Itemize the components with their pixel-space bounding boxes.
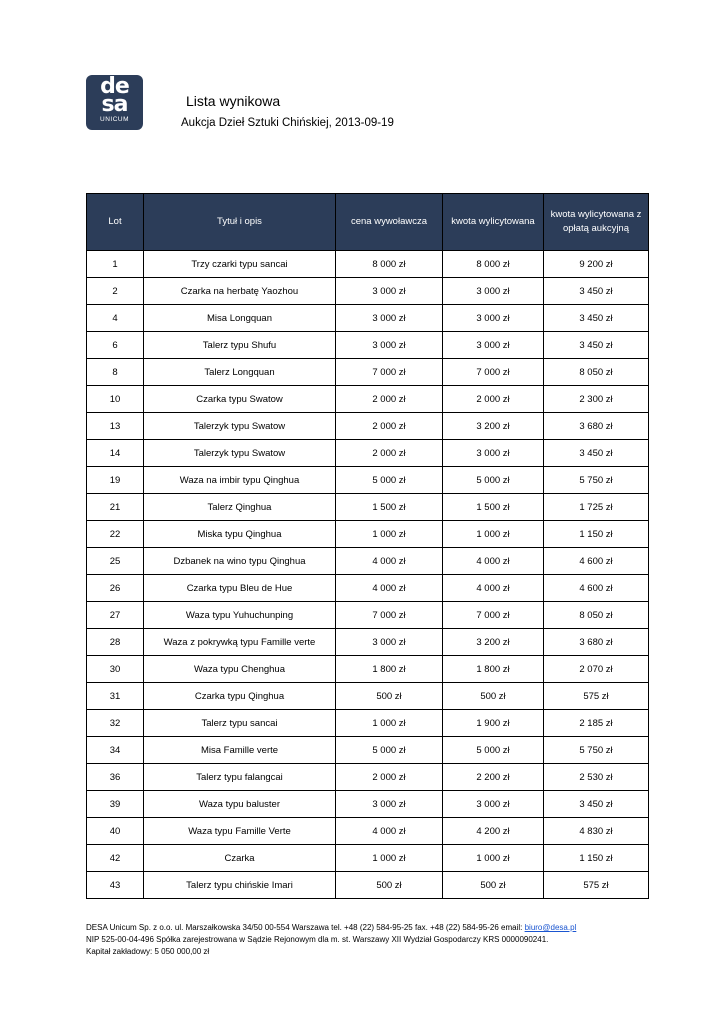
table-row (87, 737, 649, 764)
cell-starting-price: 2 000 zł (336, 386, 443, 413)
cell-lot: 13 (87, 413, 144, 440)
cell-price-with-fee: 4 600 zł (544, 548, 649, 575)
cell-hammer-price: 8 000 zł (443, 251, 544, 278)
cell-price-with-fee: 3 680 zł (544, 629, 649, 656)
cell-price-with-fee: 2 070 zł (544, 656, 649, 683)
table-row (87, 494, 649, 521)
desa-logo (86, 75, 143, 130)
cell-price-with-fee: 2 530 zł (544, 764, 649, 791)
cell-starting-price: 1 000 zł (336, 845, 443, 872)
cell-title: Talerz typu Shufu (144, 332, 336, 359)
table-row (87, 305, 649, 332)
cell-starting-price: 1 800 zł (336, 656, 443, 683)
cell-starting-price: 3 000 zł (336, 278, 443, 305)
footer-address: DESA Unicum Sp. z o.o. ul. Marszałkowska 34/50 00-554 Warszawa tel. +48 (22) 584-95-25 fax. +48 (22) 584-95-26 email: (86, 923, 525, 932)
table-row (87, 413, 649, 440)
cell-lot: 36 (87, 764, 144, 791)
cell-starting-price: 8 000 zł (336, 251, 443, 278)
cell-hammer-price: 4 000 zł (443, 548, 544, 575)
cell-lot: 4 (87, 305, 144, 332)
cell-starting-price: 3 000 zł (336, 305, 443, 332)
cell-starting-price: 4 000 zł (336, 548, 443, 575)
cell-hammer-price: 7 000 zł (443, 359, 544, 386)
footer-email-link[interactable]: biuro@desa.pl (524, 923, 577, 932)
cell-price-with-fee: 5 750 zł (544, 737, 649, 764)
cell-hammer-price: 500 zł (443, 683, 544, 710)
cell-hammer-price: 7 000 zł (443, 602, 544, 629)
cell-starting-price: 2 000 zł (336, 413, 443, 440)
header-title: Tytuł i opis (144, 194, 336, 251)
cell-starting-price: 4 000 zł (336, 818, 443, 845)
cell-hammer-price: 1 500 zł (443, 494, 544, 521)
cell-starting-price: 1 000 zł (336, 521, 443, 548)
logo-line-2: sa (101, 92, 128, 117)
table-header-row (87, 194, 649, 251)
table-row (87, 386, 649, 413)
cell-lot: 22 (87, 521, 144, 548)
cell-starting-price: 3 000 zł (336, 332, 443, 359)
cell-lot: 2 (87, 278, 144, 305)
cell-hammer-price: 1 900 zł (443, 710, 544, 737)
page-title: Lista wynikowa (186, 93, 281, 109)
cell-starting-price: 5 000 zł (336, 737, 443, 764)
cell-hammer-price: 3 200 zł (443, 629, 544, 656)
cell-price-with-fee: 3 450 zł (544, 278, 649, 305)
table-row (87, 791, 649, 818)
cell-title: Talerz typu falangcai (144, 764, 336, 791)
cell-title: Talerz Longquan (144, 359, 336, 386)
table-row (87, 440, 649, 467)
cell-hammer-price: 3 000 zł (443, 440, 544, 467)
cell-lot: 30 (87, 656, 144, 683)
cell-price-with-fee: 575 zł (544, 683, 649, 710)
cell-starting-price: 3 000 zł (336, 791, 443, 818)
cell-hammer-price: 3 000 zł (443, 791, 544, 818)
cell-price-with-fee: 575 zł (544, 872, 649, 899)
cell-title: Waza typu Chenghua (144, 656, 336, 683)
table-row (87, 656, 649, 683)
table-row (87, 845, 649, 872)
cell-hammer-price: 3 000 zł (443, 332, 544, 359)
cell-title: Czarka typu Bleu de Hue (144, 575, 336, 602)
cell-hammer-price: 1 000 zł (443, 845, 544, 872)
page-subtitle: Aukcja Dzieł Sztuki Chińskiej, 2013-09-19 (181, 117, 394, 129)
cell-title: Misa Famille verte (144, 737, 336, 764)
cell-title: Waza typu Famille Verte (144, 818, 336, 845)
cell-title: Waza na imbir typu Qinghua (144, 467, 336, 494)
cell-hammer-price: 2 200 zł (443, 764, 544, 791)
cell-lot: 43 (87, 872, 144, 899)
cell-lot: 32 (87, 710, 144, 737)
cell-price-with-fee: 3 450 zł (544, 332, 649, 359)
cell-lot: 34 (87, 737, 144, 764)
table-row (87, 818, 649, 845)
logo-line-1: de (100, 74, 129, 99)
header-starting-price: cena wywoławcza (336, 194, 443, 251)
cell-price-with-fee: 8 050 zł (544, 602, 649, 629)
cell-starting-price: 7 000 zł (336, 602, 443, 629)
cell-lot: 42 (87, 845, 144, 872)
cell-hammer-price: 5 000 zł (443, 737, 544, 764)
cell-starting-price: 4 000 zł (336, 575, 443, 602)
footer-line-3: Kapitał zakładowy: 5 050 000,00 zł (86, 947, 210, 956)
table-row (87, 683, 649, 710)
cell-hammer-price: 4 200 zł (443, 818, 544, 845)
cell-title: Dzbanek na wino typu Qinghua (144, 548, 336, 575)
cell-lot: 31 (87, 683, 144, 710)
cell-price-with-fee: 1 150 zł (544, 845, 649, 872)
table-row (87, 575, 649, 602)
cell-hammer-price: 500 zł (443, 872, 544, 899)
table-body (87, 251, 649, 899)
cell-hammer-price: 1 800 zł (443, 656, 544, 683)
cell-starting-price: 1 500 zł (336, 494, 443, 521)
cell-price-with-fee: 8 050 zł (544, 359, 649, 386)
cell-title: Waza typu Yuhuchunping (144, 602, 336, 629)
cell-lot: 39 (87, 791, 144, 818)
cell-price-with-fee: 1 150 zł (544, 521, 649, 548)
table-row (87, 359, 649, 386)
cell-title: Czarka typu Swatow (144, 386, 336, 413)
table-row (87, 521, 649, 548)
cell-starting-price: 500 zł (336, 683, 443, 710)
cell-price-with-fee: 3 680 zł (544, 413, 649, 440)
cell-lot: 8 (87, 359, 144, 386)
cell-lot: 6 (87, 332, 144, 359)
cell-lot: 25 (87, 548, 144, 575)
header-hammer-price: kwota wylicytowana (443, 194, 544, 251)
cell-lot: 10 (87, 386, 144, 413)
cell-lot: 27 (87, 602, 144, 629)
cell-title: Talerz typu sancai (144, 710, 336, 737)
cell-hammer-price: 4 000 zł (443, 575, 544, 602)
table-row (87, 467, 649, 494)
table-row (87, 251, 649, 278)
cell-hammer-price: 1 000 zł (443, 521, 544, 548)
cell-starting-price: 500 zł (336, 872, 443, 899)
cell-lot: 19 (87, 467, 144, 494)
cell-price-with-fee: 5 750 zł (544, 467, 649, 494)
table-row (87, 278, 649, 305)
cell-price-with-fee: 1 725 zł (544, 494, 649, 521)
cell-title: Talerzyk typu Swatow (144, 413, 336, 440)
cell-lot: 14 (87, 440, 144, 467)
cell-starting-price: 3 000 zł (336, 629, 443, 656)
cell-price-with-fee: 2 300 zł (544, 386, 649, 413)
cell-title: Talerzyk typu Swatow (144, 440, 336, 467)
table-row (87, 602, 649, 629)
cell-title: Miska typu Qinghua (144, 521, 336, 548)
cell-hammer-price: 3 000 zł (443, 278, 544, 305)
cell-hammer-price: 3 000 zł (443, 305, 544, 332)
footer (86, 922, 576, 958)
cell-hammer-price: 2 000 zł (443, 386, 544, 413)
header-price-with-fee: kwota wylicytowana z opłatą aukcyjną (544, 194, 649, 251)
cell-title: Talerz typu chińskie Imari (144, 872, 336, 899)
cell-price-with-fee: 9 200 zł (544, 251, 649, 278)
table-row (87, 872, 649, 899)
results-table (86, 193, 649, 899)
cell-lot: 26 (87, 575, 144, 602)
table-row (87, 332, 649, 359)
cell-price-with-fee: 3 450 zł (544, 305, 649, 332)
header-lot: Lot (87, 194, 144, 251)
cell-price-with-fee: 3 450 zł (544, 791, 649, 818)
cell-price-with-fee: 4 600 zł (544, 575, 649, 602)
cell-starting-price: 2 000 zł (336, 764, 443, 791)
cell-starting-price: 2 000 zł (336, 440, 443, 467)
cell-title: Czarka na herbatę Yaozhou (144, 278, 336, 305)
cell-lot: 21 (87, 494, 144, 521)
table-row (87, 548, 649, 575)
cell-hammer-price: 3 200 zł (443, 413, 544, 440)
footer-line-1 (86, 922, 576, 934)
cell-title: Misa Longquan (144, 305, 336, 332)
cell-starting-price: 7 000 zł (336, 359, 443, 386)
cell-price-with-fee: 2 185 zł (544, 710, 649, 737)
table-row (87, 710, 649, 737)
cell-starting-price: 1 000 zł (336, 710, 443, 737)
cell-lot: 40 (87, 818, 144, 845)
cell-title: Talerz Qinghua (144, 494, 336, 521)
cell-price-with-fee: 3 450 zł (544, 440, 649, 467)
cell-title: Trzy czarki typu sancai (144, 251, 336, 278)
logo-line-3: UNICUM (100, 116, 129, 123)
footer-line-2: NIP 525-00-04-496 Spółka zarejestrowana w Sądzie Rejonowym dla m. st. Warszawy XII Wydział Gospodarczy KRS 0000090241. (86, 935, 549, 944)
cell-title: Czarka (144, 845, 336, 872)
cell-lot: 1 (87, 251, 144, 278)
cell-lot: 28 (87, 629, 144, 656)
cell-title: Waza z pokrywką typu Famille verte (144, 629, 336, 656)
cell-hammer-price: 5 000 zł (443, 467, 544, 494)
cell-starting-price: 5 000 zł (336, 467, 443, 494)
cell-price-with-fee: 4 830 zł (544, 818, 649, 845)
table-row (87, 764, 649, 791)
cell-title: Czarka typu Qinghua (144, 683, 336, 710)
table-row (87, 629, 649, 656)
cell-title: Waza typu baluster (144, 791, 336, 818)
